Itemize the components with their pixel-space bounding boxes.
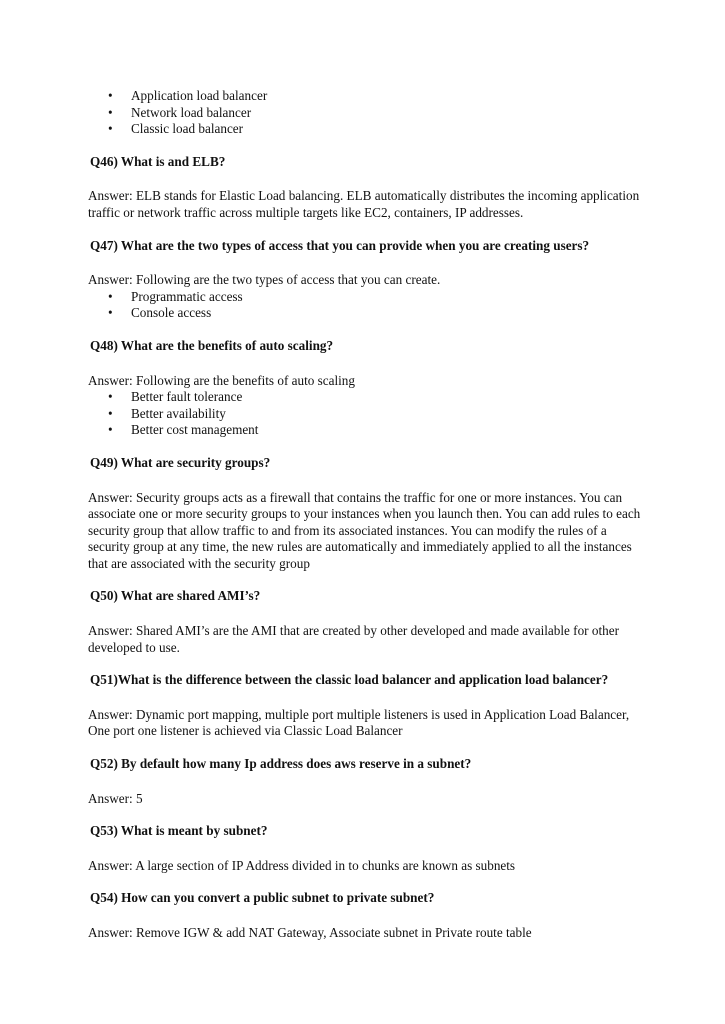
answer-q52: Answer: 5 <box>88 790 143 806</box>
question-q48: Q48) What are the benefits of auto scaling? <box>90 337 334 353</box>
answer-q49: Answer: Security groups acts as a firewall that contains the traffic for one or more instances. You can associate one or more security groups to your instances when you launch then. You can add rules to each security group that allow traffic to and from its associated instances. You can modify the rules of a security group at any time, the new rules are automatically and immediately applied to all the instances that are associated with the security group <box>88 489 641 571</box>
answer-q47: Answer: Following are the two types of access that you can create. <box>88 272 441 288</box>
list-item: • Better availability <box>108 405 226 421</box>
list-item: • Application load balancer <box>108 88 268 103</box>
bullet-icon: • <box>108 305 113 321</box>
question-q50: Q50) What are shared AMI’s? <box>90 588 261 604</box>
question-q49: Q49) What are security groups? <box>90 454 271 470</box>
question-q47: Q47) What are the two types of access that you can provide when you are creating users? <box>90 237 590 253</box>
bullet-icon: • <box>108 121 113 137</box>
list-item: • Classic load balancer <box>108 121 244 137</box>
load-balancer-types-list <box>88 88 648 138</box>
document-page <box>88 88 648 942</box>
bullet-icon: • <box>108 405 113 421</box>
access-types-list <box>88 289 648 322</box>
bullet-icon: • <box>108 88 113 103</box>
answer-q54: Answer: Remove IGW & add NAT Gateway, Associate subnet in Private route table <box>88 925 532 940</box>
bullet-icon: • <box>108 104 113 120</box>
question-q53: Q53) What is meant by subnet? <box>90 823 268 839</box>
auto-scaling-benefits-list <box>88 389 648 439</box>
answer-q48: Answer: Following are the benefits of auto scaling <box>88 372 355 388</box>
answer-q51: Answer: Dynamic port mapping, multiple port multiple listeners is used in Application Load Balancer, One port one listener is achieved via Classic Load Balancer <box>88 706 630 739</box>
bullet-icon: • <box>108 389 113 405</box>
answer-q50: Answer: Shared AMI’s are the AMI that are created by other developed and made available for other developed to use. <box>88 623 619 655</box>
list-item: • Programmatic access <box>108 288 243 304</box>
question-q54: Q54) How can you convert a public subnet to private subnet? <box>90 890 435 906</box>
bullet-icon: • <box>108 422 113 438</box>
question-q51: Q51)What is the difference between the classic load balancer and application load balancer? <box>90 672 609 688</box>
list-item: • Better cost management <box>108 422 259 438</box>
bullet-icon: • <box>108 288 113 304</box>
answer-q46: Answer: ELB stands for Elastic Load balancing. ELB automatically distributes the incoming application traffic or network traffic across multiple targets like EC2, containers, IP addresses. <box>88 188 640 220</box>
question-q52: Q52) By default how many Ip address does aws reserve in a subnet? <box>90 756 472 772</box>
question-q46: Q46) What is and ELB? <box>90 153 226 169</box>
list-item: • Network load balancer <box>108 104 252 120</box>
answer-q53: Answer: A large section of IP Address divided in to chunks are known as subnets <box>88 857 516 873</box>
list-item: • Console access <box>108 305 212 321</box>
list-item: • Better fault tolerance <box>108 389 243 405</box>
